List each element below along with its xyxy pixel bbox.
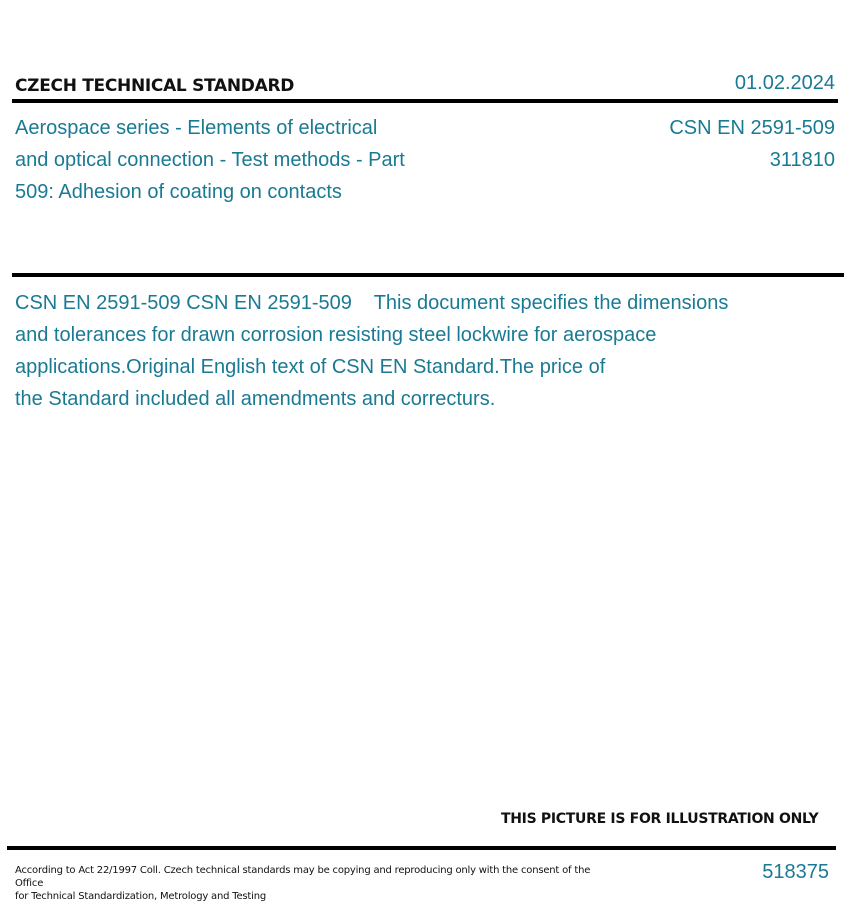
standard-codes	[669, 112, 835, 176]
legal-notice	[15, 864, 595, 903]
standard-title-line: and optical connection - Test methods - Part	[15, 149, 405, 171]
header-rule	[12, 99, 838, 103]
legal-notice-line: According to Act 22/1997 Coll. Czech technical standards may be copying and reproducing only with the consent of the Office	[15, 865, 591, 889]
section-rule	[12, 273, 844, 277]
description-line: CSN EN 2591-509 CSN EN 2591-509 This document specifies the dimensions	[15, 292, 729, 314]
document-id: 518375	[762, 861, 829, 883]
footer-rule	[7, 846, 836, 850]
standard-title-line: 509: Adhesion of coating on contacts	[15, 181, 342, 203]
document-type-label: CZECH TECHNICAL STANDARD	[15, 76, 295, 96]
standard-title	[15, 112, 455, 208]
standard-title-line: Aerospace series - Elements of electrical	[15, 117, 378, 139]
description-line: applications.Original English text of CSN EN Standard.The price of	[15, 356, 606, 378]
description-line: the Standard included all amendments and correcturs.	[15, 388, 496, 410]
standard-description	[15, 287, 815, 415]
illustration-notice: THIS PICTURE IS FOR ILLUSTRATION ONLY	[501, 811, 819, 827]
classification-number: 311810	[769, 149, 835, 171]
legal-notice-line: for Technical Standardization, Metrology and Testing	[15, 891, 266, 902]
description-line: and tolerances for drawn corrosion resisting steel lockwire for aerospace	[15, 324, 657, 346]
publication-date: 01.02.2024	[734, 72, 835, 94]
standard-code: CSN EN 2591-509	[669, 117, 835, 139]
